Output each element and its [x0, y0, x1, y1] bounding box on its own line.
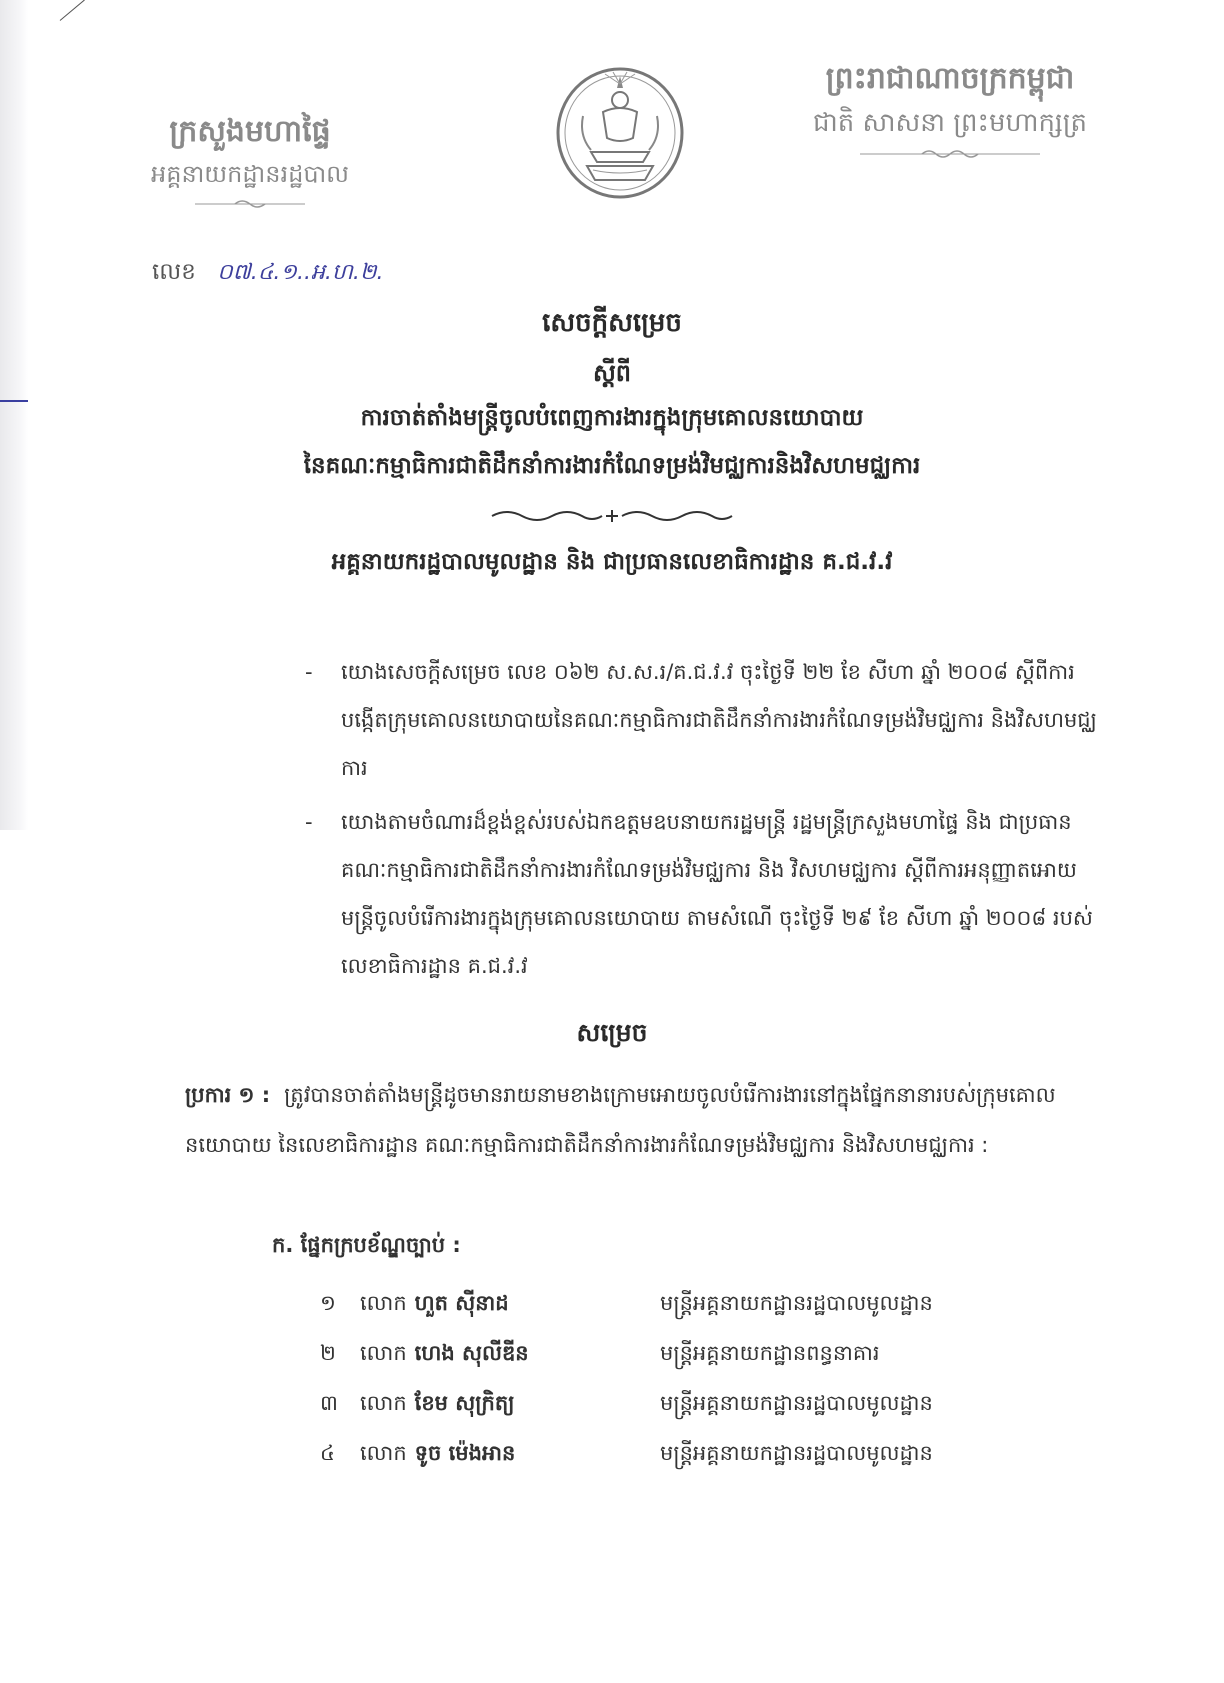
- department-name: អគ្គនាយកដ្ឋានរដ្ឋបាល: [150, 160, 350, 188]
- member-name-cell: [360, 1340, 660, 1371]
- document-title: សេចក្តីសម្រេច: [542, 308, 682, 338]
- kingdom-name: ព្រះរាជាណាចក្រកម្ពុជា: [825, 61, 1075, 96]
- document-number-label: លេខ: [152, 259, 196, 285]
- bullet-dash: -: [305, 810, 313, 834]
- member-title: លោក: [360, 1340, 407, 1365]
- member-name: ខែម សុក្រិត្យ: [414, 1390, 515, 1415]
- member-title: លោក: [360, 1440, 407, 1465]
- scan-edge-shadow: [0, 0, 28, 830]
- document-number: [152, 258, 384, 291]
- member-name: ហួត ស៊ីនាដ: [414, 1290, 509, 1315]
- member-name: ទូច ម៉េងអាន: [414, 1440, 516, 1465]
- member-number: ៣: [320, 1390, 338, 1415]
- member-title: លោក: [360, 1290, 407, 1315]
- preamble-text: យោងតាមចំណារដ៏ខ្ពង់ខ្ពស់របស់ឯកឧត្តមឧបនាយករដ្ឋមន្ត្រី រដ្ឋមន្ត្រីក្រសួងមហាផ្ទៃ និង ជាប្រធានគណៈកម្មាធិការជាតិដឹកនាំការងារកំណែទម្រង់វិមជ្ឈការ និង វិសហមជ្ឈការ ស្តីពីការអនុញ្ញាតអោយមន្ត្រីចូលបំរើការងារក្នុងក្រុមគោលនយោបាយ តាមសំណើ ចុះថ្ងៃទី ២៩ ខែ សីហា ឆ្នាំ ២០០៨ របស់លេខាធិការដ្ឋាន គ.ជ.វ.វ: [341, 810, 1093, 978]
- document-number-value: ០៧.៤.១..អ.ហ.២.: [217, 260, 384, 285]
- section-a-heading: ក. ផ្នែកក្របខ័ណ្ឌច្បាប់ :: [272, 1233, 461, 1257]
- subject-line-2: នៃគណៈកម្មាធិការជាតិដឹកនាំការងារកំណែទម្រង់វិមជ្ឈការនិងវិសហមជ្ឈការ: [303, 453, 921, 479]
- member-name-cell: [360, 1440, 660, 1471]
- subject-line-1: ការចាត់តាំងមន្ត្រីចូលបំពេញការងារក្នុងក្រុមគោលនយោបាយ: [360, 405, 864, 431]
- bullet-dash: -: [305, 660, 313, 684]
- ministry-header: [120, 110, 380, 210]
- ministry-ornament-divider: [195, 198, 305, 210]
- member-row: [320, 1280, 1040, 1330]
- member-title: លោក: [360, 1390, 407, 1415]
- member-name: ហេង សុលីឌីន: [414, 1340, 529, 1365]
- member-position: មន្ត្រីអគ្គនាយកដ្ឋានរដ្ឋបាលមូលដ្ឋាន: [660, 1390, 933, 1415]
- member-name-cell: [360, 1290, 660, 1321]
- member-position: មន្ត្រីអគ្គនាយកដ្ឋានរដ្ឋបាលមូលដ្ឋាន: [660, 1440, 933, 1465]
- member-number: ២: [320, 1340, 336, 1365]
- member-row: [320, 1380, 1040, 1430]
- issuing-authority: អគ្គនាយករដ្ឋបាលមូលដ្ឋាន និង ជាប្រធានលេខាធិការដ្ឋាន គ.ជ.វ.វ: [331, 549, 893, 575]
- member-number: ១: [320, 1290, 336, 1315]
- ministry-name: ក្រសួងមហាផ្ទៃ: [169, 114, 331, 149]
- royal-emblem-seal: [553, 66, 687, 200]
- member-roster: [320, 1280, 1040, 1480]
- article-1-text: ត្រូវបានចាត់តាំងមន្ត្រីដូចមានរាយនាមខាងក្រោមអោយចូលបំរើការងារនៅក្នុងផ្នែកនានារបស់ក្រុមគោលនយោបាយ នៃលេខាធិការដ្ឋាន គណៈកម្មាធិការជាតិដឹកនាំការងារកំណែទម្រង់វិមជ្ឈការ និងវិសហមជ្ឈការ :: [185, 1083, 1056, 1157]
- preamble-list: [305, 648, 1105, 996]
- member-name-cell: [360, 1390, 660, 1421]
- subject-word: ស្តីពី: [592, 359, 632, 387]
- preamble-item: [305, 798, 1105, 990]
- member-row: [320, 1330, 1040, 1380]
- pen-mark: [60, 0, 85, 21]
- member-number: ៤: [320, 1440, 335, 1465]
- preamble-item: [305, 648, 1105, 792]
- decision-heading: សម្រេច: [576, 1018, 648, 1047]
- kingdom-ornament-divider: [860, 148, 1040, 160]
- article-1-label: ប្រការ ១ :: [185, 1083, 271, 1107]
- scan-edge-mark: [0, 400, 28, 402]
- title-ornament-divider: [150, 508, 1074, 528]
- title-ornament-icon: [482, 508, 742, 524]
- member-row: [320, 1430, 1040, 1480]
- kingdom-header: [770, 56, 1130, 160]
- national-motto: ជាតិ សាសនា ព្រះមហាក្សត្រ: [813, 108, 1087, 138]
- preamble-text: យោងសេចក្តីសម្រេច លេខ ០៦២ ស.ស.រ/គ.ជ.វ.វ ចុះថ្ងៃទី ២២ ខែ សីហា ឆ្នាំ ២០០៨ ស្តីពីការបង្កើតក្រុមគោលនយោបាយនៃគណៈកម្មាធិការជាតិដឹកនាំការងារកំណែទម្រង់វិមជ្ឈការ និងវិសហមជ្ឈការ: [341, 660, 1097, 780]
- member-position: មន្ត្រីអគ្គនាយកដ្ឋានពន្ធនាគារ: [660, 1340, 880, 1365]
- member-position: មន្ត្រីអគ្គនាយកដ្ឋានរដ្ឋបាលមូលដ្ឋាន: [660, 1290, 933, 1315]
- article-1: [185, 1070, 1115, 1170]
